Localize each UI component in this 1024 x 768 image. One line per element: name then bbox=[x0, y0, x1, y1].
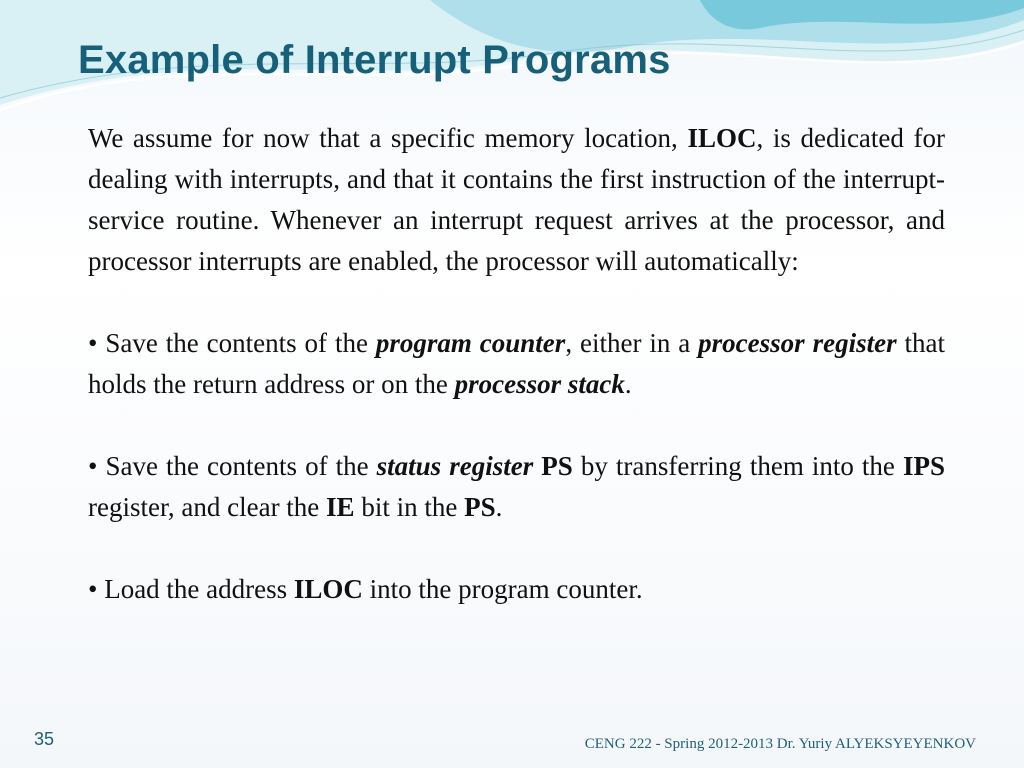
ps-term-2: PS bbox=[464, 492, 496, 522]
slide-title: Example of Interrupt Programs bbox=[78, 38, 671, 82]
ie-term: IE bbox=[326, 492, 355, 522]
ps-term: PS bbox=[541, 451, 573, 481]
processor-register-term: processor register bbox=[698, 328, 897, 358]
bullet3-text-2: into the program counter. bbox=[362, 574, 643, 604]
processor-stack-term: processor stack bbox=[454, 369, 625, 399]
bullet2-text-1: • Save the contents of the bbox=[88, 451, 377, 481]
program-counter-term: program counter bbox=[375, 328, 566, 358]
slide-body bbox=[88, 118, 945, 610]
bullet1-text-1: • Save the contents of the bbox=[88, 328, 376, 358]
intro-paragraph bbox=[88, 118, 945, 282]
bullet2-text-4: register, and clear the bbox=[88, 492, 327, 522]
ips-term: IPS bbox=[902, 451, 945, 481]
spacer bbox=[88, 405, 945, 446]
iloc-term-2: ILOC bbox=[293, 574, 363, 604]
spacer bbox=[88, 282, 945, 323]
status-register-term: status register bbox=[376, 451, 534, 481]
bullet-load-iloc bbox=[88, 569, 945, 610]
bullet2-text-3: by transferring them into the bbox=[572, 451, 903, 481]
bullet1-text-2: , either in a bbox=[565, 328, 699, 358]
page-number: 35 bbox=[34, 729, 55, 749]
bullet2-text-5: bit in the bbox=[354, 492, 465, 522]
bullet3-text-1: • Load the address bbox=[88, 574, 294, 604]
bullet1-text-3: that holds the return address or on the bbox=[88, 328, 945, 399]
intro-text-2: , is dedicated for dealing with interrupts, and that it contains the first instruction of the interrupt-service routine. Whenever an interrupt request arrives at the processor, and processor interrupts are enabled, the processor will automatically: bbox=[88, 123, 945, 276]
bullet-save-status bbox=[88, 446, 945, 528]
bullet-save-pc bbox=[88, 323, 945, 405]
bullet1-text-4: . bbox=[624, 369, 632, 399]
footer-text: CENG 222 - Spring 2012-2013 Dr. Yuriy ALYEKSYEYENKOV bbox=[584, 736, 976, 752]
intro-text-1: We assume for now that a specific memory location, bbox=[88, 123, 688, 153]
iloc-term: ILOC bbox=[687, 123, 757, 153]
bullet2-text-6: . bbox=[495, 492, 503, 522]
spacer bbox=[88, 528, 945, 569]
